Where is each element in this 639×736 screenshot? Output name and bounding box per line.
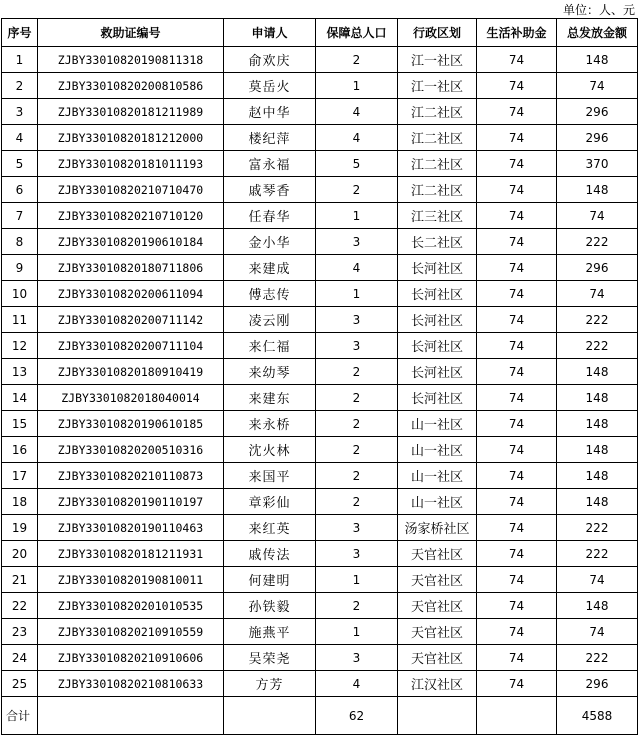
cell-cert: ZJBY33010820200810586 — [38, 73, 224, 99]
cell-applicant: 来仁福 — [224, 333, 316, 359]
cell-district: 江汉社区 — [398, 671, 477, 697]
cell-population: 1 — [316, 567, 398, 593]
cell-subsidy: 74 — [477, 619, 557, 645]
cell-district: 天官社区 — [398, 593, 477, 619]
cell-cert: ZJBY33010820181011193 — [38, 151, 224, 177]
cell-applicant: 来红英 — [224, 515, 316, 541]
cell-cert: ZJBY33010820180910419 — [38, 359, 224, 385]
cell-applicant: 凌云刚 — [224, 307, 316, 333]
cell-population: 2 — [316, 177, 398, 203]
cell-cert: ZJBY33010820210710120 — [38, 203, 224, 229]
cell-district: 江二社区 — [398, 125, 477, 151]
table-row — [2, 125, 638, 151]
cell-cert: ZJBY33010820210110873 — [38, 463, 224, 489]
cell-applicant: 楼纪萍 — [224, 125, 316, 151]
cell-no: 23 — [2, 619, 38, 645]
header-row — [2, 19, 638, 47]
subsidy-table — [1, 18, 638, 735]
cell-subsidy: 74 — [477, 385, 557, 411]
cell-no: 7 — [2, 203, 38, 229]
cell-no: 22 — [2, 593, 38, 619]
cell-district: 天官社区 — [398, 541, 477, 567]
cell-cert: ZJBY33010820190110463 — [38, 515, 224, 541]
cell-no: 10 — [2, 281, 38, 307]
cell-no: 16 — [2, 437, 38, 463]
cell-applicant: 孙铁毅 — [224, 593, 316, 619]
cell-total: 296 — [557, 671, 638, 697]
cell-no: 25 — [2, 671, 38, 697]
cell-district: 天官社区 — [398, 645, 477, 671]
cell-district: 长河社区 — [398, 359, 477, 385]
cell-total: 222 — [557, 229, 638, 255]
cell-total: 74 — [557, 73, 638, 99]
cell-applicant: 赵中华 — [224, 99, 316, 125]
cell-population: 3 — [316, 645, 398, 671]
table-row — [2, 437, 638, 463]
cell-district: 江一社区 — [398, 73, 477, 99]
cell-subsidy: 74 — [477, 47, 557, 73]
cell-population: 3 — [316, 307, 398, 333]
cell-no: 21 — [2, 567, 38, 593]
cell-applicant: 吴荣尧 — [224, 645, 316, 671]
table-row — [2, 47, 638, 73]
cell-no: 15 — [2, 411, 38, 437]
cell-no: 9 — [2, 255, 38, 281]
table-row — [2, 411, 638, 437]
cell-total: 222 — [557, 541, 638, 567]
table-row — [2, 333, 638, 359]
table-row — [2, 671, 638, 697]
cell-no: 13 — [2, 359, 38, 385]
cell-subsidy: 74 — [477, 463, 557, 489]
cell-total: 148 — [557, 463, 638, 489]
table-row — [2, 645, 638, 671]
cell-cert: ZJBY33010820200611094 — [38, 281, 224, 307]
table-row — [2, 203, 638, 229]
cell-applicant: 来幼琴 — [224, 359, 316, 385]
cell-applicant: 富永福 — [224, 151, 316, 177]
table-row — [2, 463, 638, 489]
cell-total: 222 — [557, 333, 638, 359]
cell-district: 长河社区 — [398, 281, 477, 307]
cell-total: 296 — [557, 125, 638, 151]
table-row — [2, 541, 638, 567]
cell-subsidy: 74 — [477, 229, 557, 255]
cell-district: 江二社区 — [398, 177, 477, 203]
cell-cert: ZJBY33010820190610185 — [38, 411, 224, 437]
cell-subsidy: 74 — [477, 281, 557, 307]
cell-applicant: 施燕平 — [224, 619, 316, 645]
cell-total: 148 — [557, 489, 638, 515]
cell-total: 370 — [557, 151, 638, 177]
total-label: 合计 — [2, 697, 38, 735]
cell-subsidy: 74 — [477, 177, 557, 203]
cell-total: 222 — [557, 307, 638, 333]
cell-population: 3 — [316, 333, 398, 359]
table-row — [2, 151, 638, 177]
cell-population: 1 — [316, 281, 398, 307]
cell-total: 148 — [557, 411, 638, 437]
table-row — [2, 99, 638, 125]
cell-district: 长河社区 — [398, 385, 477, 411]
cell-population: 4 — [316, 255, 398, 281]
cell-subsidy: 74 — [477, 567, 557, 593]
cell-cert: ZJBY33010820200711142 — [38, 307, 224, 333]
table-row — [2, 177, 638, 203]
cell-total: 74 — [557, 567, 638, 593]
cell-district: 江一社区 — [398, 47, 477, 73]
cell-total: 296 — [557, 255, 638, 281]
cell-no: 12 — [2, 333, 38, 359]
header-population: 保障总人口 — [316, 19, 398, 47]
cell-applicant: 方芳 — [224, 671, 316, 697]
cell-subsidy: 74 — [477, 125, 557, 151]
header-no: 序号 — [2, 19, 38, 47]
cell-population: 3 — [316, 541, 398, 567]
cell-total: 296 — [557, 99, 638, 125]
cell-cert: ZJBY33010820190610184 — [38, 229, 224, 255]
cell-no: 19 — [2, 515, 38, 541]
cell-subsidy: 74 — [477, 645, 557, 671]
cell-applicant: 戚琴香 — [224, 177, 316, 203]
cell-population: 5 — [316, 151, 398, 177]
cell-population: 4 — [316, 671, 398, 697]
cell-district: 江二社区 — [398, 99, 477, 125]
total-amount: 4588 — [557, 697, 638, 735]
cell-district: 山一社区 — [398, 489, 477, 515]
cell-no: 4 — [2, 125, 38, 151]
table-row — [2, 281, 638, 307]
cell-cert: ZJBY33010820210910559 — [38, 619, 224, 645]
cell-applicant: 戚传法 — [224, 541, 316, 567]
cell-no: 17 — [2, 463, 38, 489]
total-cert-empty — [38, 697, 224, 735]
cell-subsidy: 74 — [477, 515, 557, 541]
cell-applicant: 来国平 — [224, 463, 316, 489]
cell-cert: ZJBY33010820190110197 — [38, 489, 224, 515]
cell-district: 山一社区 — [398, 463, 477, 489]
cell-population: 2 — [316, 463, 398, 489]
cell-subsidy: 74 — [477, 437, 557, 463]
cell-cert: ZJBY33010820181211931 — [38, 541, 224, 567]
cell-applicant: 来建东 — [224, 385, 316, 411]
cell-total: 74 — [557, 281, 638, 307]
cell-cert: ZJBY33010820190810011 — [38, 567, 224, 593]
cell-subsidy: 74 — [477, 255, 557, 281]
cell-population: 2 — [316, 411, 398, 437]
cell-total: 222 — [557, 515, 638, 541]
cell-no: 11 — [2, 307, 38, 333]
cell-no: 18 — [2, 489, 38, 515]
table-row — [2, 229, 638, 255]
cell-district: 山一社区 — [398, 437, 477, 463]
cell-total: 74 — [557, 203, 638, 229]
cell-total: 74 — [557, 619, 638, 645]
cell-district: 汤家桥社区 — [398, 515, 477, 541]
cell-no: 6 — [2, 177, 38, 203]
cell-total: 148 — [557, 593, 638, 619]
table-row — [2, 307, 638, 333]
cell-subsidy: 74 — [477, 151, 557, 177]
cell-subsidy: 74 — [477, 359, 557, 385]
header-subsidy: 生活补助金 — [477, 19, 557, 47]
cell-applicant: 何建明 — [224, 567, 316, 593]
cell-subsidy: 74 — [477, 541, 557, 567]
cell-subsidy: 74 — [477, 411, 557, 437]
cell-cert: ZJBY33010820210910606 — [38, 645, 224, 671]
cell-applicant: 章彩仙 — [224, 489, 316, 515]
cell-total: 148 — [557, 359, 638, 385]
cell-no: 24 — [2, 645, 38, 671]
cell-cert: ZJBY33010820210710470 — [38, 177, 224, 203]
cell-total: 148 — [557, 177, 638, 203]
cell-population: 1 — [316, 203, 398, 229]
cell-cert: ZJBY33010820190811318 — [38, 47, 224, 73]
cell-district: 天官社区 — [398, 619, 477, 645]
cell-district: 长河社区 — [398, 307, 477, 333]
unit-label: 单位：人、元 — [562, 3, 635, 17]
cell-district: 天官社区 — [398, 567, 477, 593]
table-row — [2, 619, 638, 645]
cell-district: 江二社区 — [398, 151, 477, 177]
cell-population: 2 — [316, 359, 398, 385]
cell-district: 山一社区 — [398, 411, 477, 437]
cell-population: 1 — [316, 619, 398, 645]
cell-applicant: 来永桥 — [224, 411, 316, 437]
table-row — [2, 73, 638, 99]
header-district: 行政区划 — [398, 19, 477, 47]
header-applicant: 申请人 — [224, 19, 316, 47]
cell-population: 3 — [316, 229, 398, 255]
header-cert: 救助证编号 — [38, 19, 224, 47]
cell-subsidy: 74 — [477, 203, 557, 229]
cell-population: 3 — [316, 515, 398, 541]
cell-no: 20 — [2, 541, 38, 567]
cell-applicant: 任春华 — [224, 203, 316, 229]
cell-subsidy: 74 — [477, 73, 557, 99]
table-row — [2, 255, 638, 281]
cell-cert: ZJBY33010820180711806 — [38, 255, 224, 281]
total-population: 62 — [316, 697, 398, 735]
cell-population: 2 — [316, 385, 398, 411]
cell-applicant: 来建成 — [224, 255, 316, 281]
cell-subsidy: 74 — [477, 593, 557, 619]
cell-subsidy: 74 — [477, 307, 557, 333]
cell-subsidy: 74 — [477, 333, 557, 359]
cell-cert: ZJBY33010820210810633 — [38, 671, 224, 697]
cell-no: 8 — [2, 229, 38, 255]
cell-applicant: 金小华 — [224, 229, 316, 255]
cell-cert: ZJBY33010820201010535 — [38, 593, 224, 619]
total-subsidy-empty — [477, 697, 557, 735]
cell-district: 长河社区 — [398, 333, 477, 359]
cell-no: 2 — [2, 73, 38, 99]
total-district-empty — [398, 697, 477, 735]
cell-population: 2 — [316, 489, 398, 515]
cell-no: 3 — [2, 99, 38, 125]
cell-no: 1 — [2, 47, 38, 73]
total-applicant-empty — [224, 697, 316, 735]
cell-district: 江三社区 — [398, 203, 477, 229]
cell-applicant: 俞欢庆 — [224, 47, 316, 73]
cell-population: 2 — [316, 593, 398, 619]
cell-population: 4 — [316, 99, 398, 125]
cell-no: 5 — [2, 151, 38, 177]
cell-applicant: 沈火林 — [224, 437, 316, 463]
cell-population: 2 — [316, 47, 398, 73]
table-row — [2, 385, 638, 411]
table-row — [2, 515, 638, 541]
cell-cert: ZJBY33010820181212000 — [38, 125, 224, 151]
cell-cert: ZJBY33010820181211989 — [38, 99, 224, 125]
table-row — [2, 489, 638, 515]
cell-total: 148 — [557, 385, 638, 411]
cell-total: 222 — [557, 645, 638, 671]
cell-total: 148 — [557, 47, 638, 73]
unit-row — [0, 0, 639, 18]
table-body — [2, 47, 638, 735]
cell-district: 长河社区 — [398, 255, 477, 281]
cell-district: 长二社区 — [398, 229, 477, 255]
cell-cert: ZJBY33010820200510316 — [38, 437, 224, 463]
table-row — [2, 359, 638, 385]
table-row — [2, 567, 638, 593]
cell-subsidy: 74 — [477, 671, 557, 697]
cell-subsidy: 74 — [477, 489, 557, 515]
table-row — [2, 593, 638, 619]
cell-applicant: 莫岳火 — [224, 73, 316, 99]
cell-population: 2 — [316, 437, 398, 463]
cell-cert: ZJBY3301082018040014 — [38, 385, 224, 411]
total-row — [2, 697, 638, 735]
cell-population: 1 — [316, 73, 398, 99]
header-total: 总发放金额 — [557, 19, 638, 47]
cell-population: 4 — [316, 125, 398, 151]
cell-no: 14 — [2, 385, 38, 411]
cell-applicant: 傅志传 — [224, 281, 316, 307]
cell-subsidy: 74 — [477, 99, 557, 125]
cell-cert: ZJBY33010820200711104 — [38, 333, 224, 359]
cell-total: 148 — [557, 437, 638, 463]
